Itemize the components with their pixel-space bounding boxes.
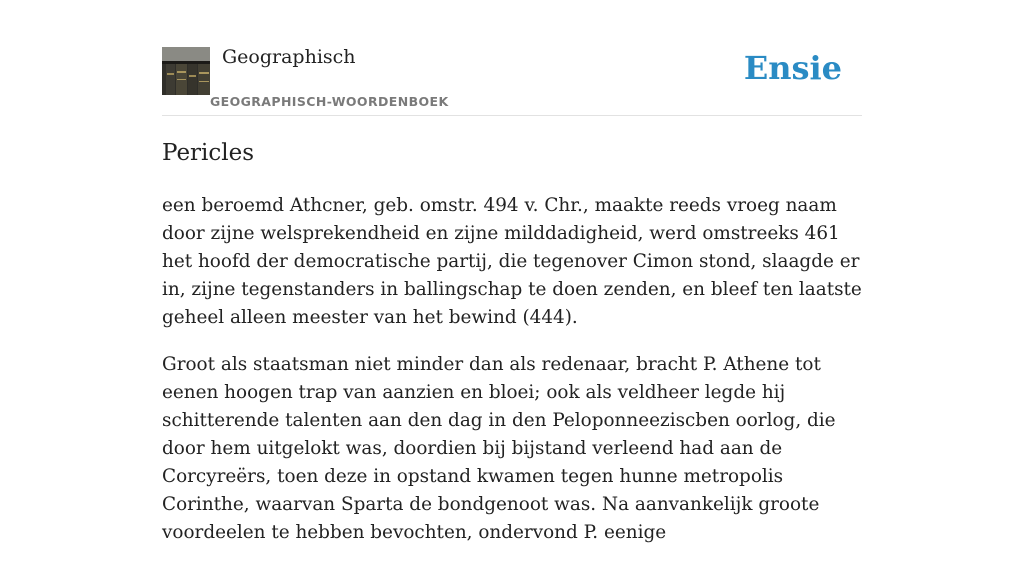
brand-logo[interactable]: Ensie: [743, 49, 842, 87]
article-paragraph: een beroemd Athcner, geb. omstr. 494 v. Chr., maakte reeds vroeg naam door zijne welsprekendheid en zijne milddadigheid, werd omstreeks 461 het hoofd der democratische partij, die tegenover Cimon stond, slaagde er in, zijne tegenstanders in ballingschap te doen zenden, en bleef ten laatste geheel alleen meester van het bewind (444).: [162, 195, 862, 328]
source-avatar[interactable]: [162, 47, 210, 95]
book-spines-icon: [162, 47, 210, 95]
article-card: [162, 0, 862, 543]
source-name[interactable]: Geographisch: [222, 46, 356, 68]
article-paragraph: Groot als staatsman niet minder dan als redenaar, bracht P. Athene tot eenen hoogen trap van aanzien en bloei; ook als veldheer legde hij schitterende talenten aan den dag in den Peloponneeziscben oorlog, die door hem uitgelokt was, doordien bij bijstand verleend had aan de Corcyreërs, toen deze in opstand kwamen tegen hunne metropolis Corinthe, waarvan Sparta de bondgenoot was. Na aanvankelijk groote voordeelen te hebben bevochten, ondervond P. eenige: [162, 354, 836, 543]
header-divider: [162, 115, 862, 116]
article-title: Pericles: [162, 140, 255, 166]
article-body: [162, 192, 862, 566]
source-slug[interactable]: GEOGRAPHISCH-WOORDENBOEK: [210, 94, 449, 109]
